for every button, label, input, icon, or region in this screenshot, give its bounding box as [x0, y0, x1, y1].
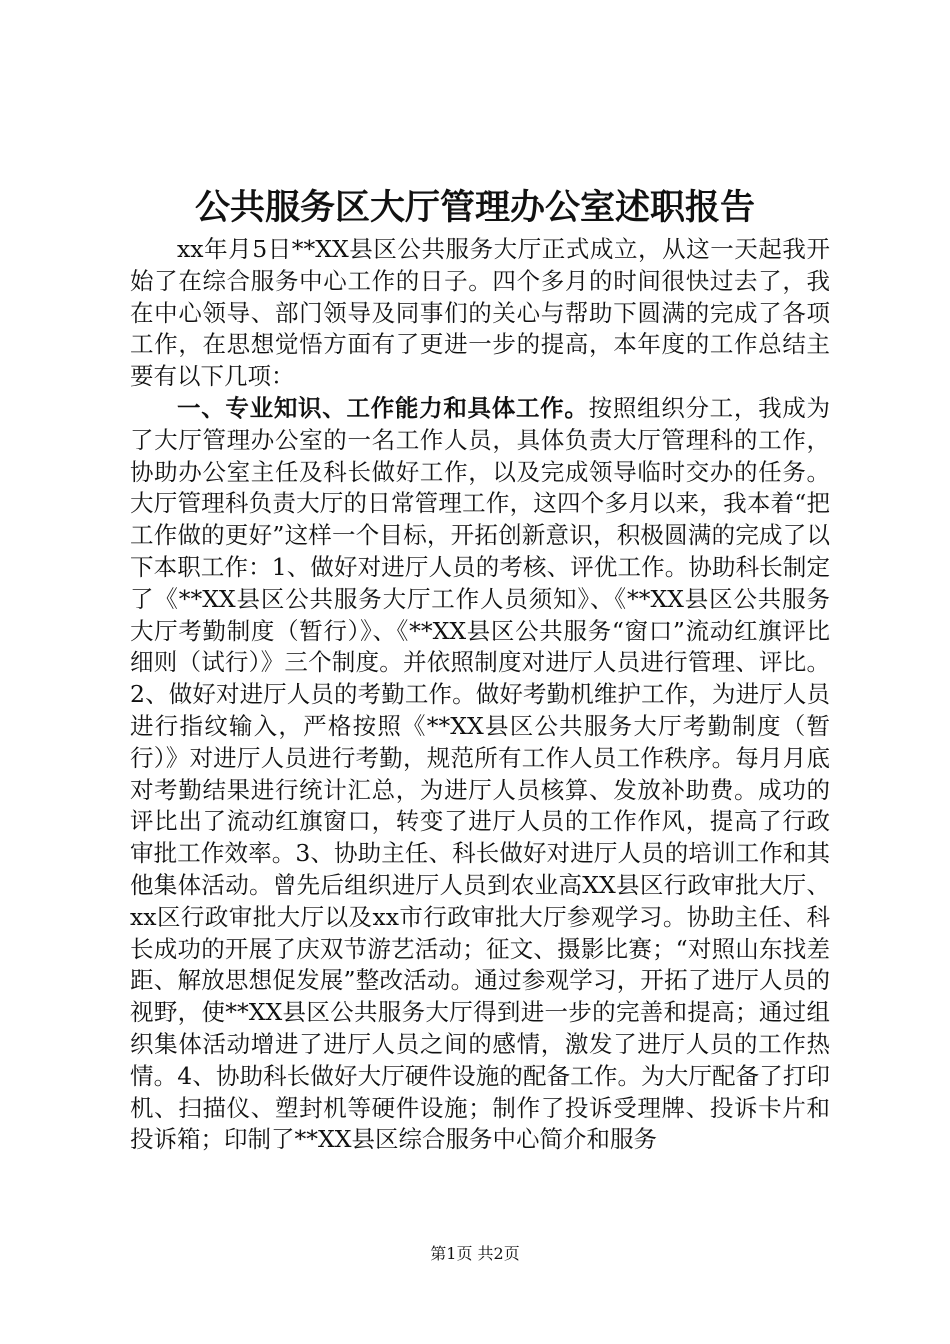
section-1-body: 按照组织分工，我成为了大厅管理办公室的一名工作人员，具体负责大厅管理科的工作，协助办公室主任及科长做好工作，以及完成领导临时交办的任务。大厅管理科负责大厅的日常管理工作，这四个多月以来，我本着“把工作做的更好”这样一个目标，开拓创新意识，积极圆满的完成了以下本职工作：1、做好对进厅人员的考核、评优工作。协助科长制定了《**XX县区公共服务大厅工作人员须知》、《**XX县区公共服务大厅考勤制度（暂行）》、《**XX县区公共服务“窗口”流动红旗评比细则（试行）》三个制度。并依照制度对进厅人员进行管理、评比。2、做好对进厅人员的考勤工作。做好考勤机维护工作，为进厅人员进行指纹输入，严格按照《**XX县区公共服务大厅考勤制度（暂行）》对进厅人员进行考勤，规范所有工作人员工作秩序。每月月底对考勤结果进行统计汇总，为进厅人员核算、发放补助费。成功的评比出了流动红旗窗口，转变了进厅人员的工作作风，提高了行政审批工作效率。3、协助主任、科长做好对进厅人员的培训工作和其他集体活动。曾先后组织进厅人员到农业高XX县区行政审批大厅、xx区行政审批大厅以及xx市行政审批大厅参观学习。协助主任、科长成功的开展了庆双节游艺活动；征文、摄影比赛；“对照山东找差距、解放思想促发展”整改活动。通过参观学习，开拓了进厅人员的视野，使**XX县区公共服务大厅得到进一步的完善和提高；通过组织集体活动增进了进厅人员之间的感情，激发了进厅人员的工作热情。4、协助科长做好大厅硬件设施的配备工作。为大厅配备了打印机、扫描仪、塑封机等硬件设施；制作了投诉受理牌、投诉卡片和投诉箱；印制了**XX县区综合服务中心简介和服务 — [130, 393, 831, 1154]
document-title: 公共服务区大厅管理办公室述职报告 — [194, 187, 755, 228]
intro-paragraph: xx年月5日**XX县区公共服务大厅正式成立，从这一天起我开始了在综合服务中心工作的日子。四个多月的时间很快过去了，我在中心领导、部门领导及同事们的关心与帮助下圆满的完成了各项工作，在思想觉悟方面有了更进一步的提高，本年度的工作总结主要有以下几项： — [130, 235, 830, 391]
document-body — [130, 234, 830, 1156]
page-footer: 第1页 共2页 — [430, 1244, 520, 1263]
section-1-paragraph — [130, 393, 830, 1156]
section-1-heading: 一、专业知识、工作能力和具体工作。 — [177, 393, 589, 422]
